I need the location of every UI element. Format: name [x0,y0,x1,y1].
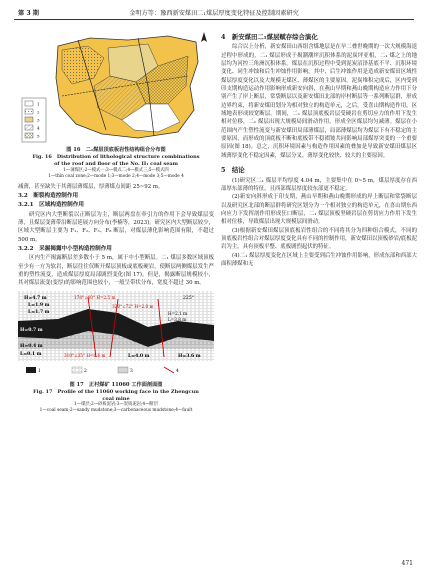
paragraph: 减薄，甚至缺失于其薄层薄煤层，厚薄煤点间距 25~92 m。 [18,183,164,190]
left-column [18,26,214,414]
running-title: 金明方等：豫西新安煤田二₁煤层厚度变化特征及控制因素研究 [129,10,299,17]
issue-number: 第 3 期 [18,10,39,17]
page-number: 471 [401,560,413,567]
annotation: H=3.6 m [178,353,201,359]
conclusion-item: (4)二₁ 煤层厚度变化在区域上主要受到后生冲蚀作用影响，形成东部和西部大面积薄煤和无 [221,252,417,267]
figure-17-key-cn: 1—煤层;2—砂质泥岩;3—炭质泥岩;4—断层 [73,402,159,408]
paragraph: 综合以上分析，新安煤田山西组含煤地层是在早二叠世晚期的一次大规模海退过程中形成的，二₁ 煤层形成于揭潮潮坪沉积体系的泥炭坪亚相，二₁ 煤之上的地层均为河控三角洲沉积体系。煤层在沉积过程中受到泥炭沼泽基底不平、沉积环境变化、同生冲蚀和后生冲蚀作用影响，其中，后生冲蚀作用是造成新安煤田区域性煤层厚度变化以及大规模无煤区、薄煤区的主要原因。泥炭堆积完成后，区内受到印支期构造运动作用影响形成新安向斜，在燕山早期和燕山晚期构造应力作用下分别产生了岸上断层，常袋断层以及新安煤田北部的岸村断层等一系列断层群，形成边界约束，将新安煤田划分为相对独立的构造单元，之后，受喜山期构造作用，区域地表形成较宽断层。期间，二₁ 煤层顶底板岩层受硬岩在剪切应力的作用下发生相对位移，二₁ 煤层出现大规模局间滑动作用，形成全区煤层均匀减薄。煤层在小范围内产生塑性流变与新安煤田局部薄煤层，局部薄煤层均为煤层下有不稳定的主要原因，而形成的顶底板不断和底板带不稳褶皱共同影响局部煤厚突变的一个重要原因(图 18)。总之，沉积环境因素与构造作用因素的叠加是导致新安煤田煤层区域薄厚变化不稳定因素，煤层分叉、薄厚变化较快、较大的主要原因。 [221,44,417,159]
legend-label-4: 4 [37,125,40,131]
page-header [14,6,414,20]
annotation: H=4.7 m [24,295,47,301]
legend-label-3: 3 [37,117,40,123]
figure-16-caption-en-1: Fig. 16 Distribution of lithological structure combinations [32,154,200,161]
subsection-heading: 3.2.2 采掘揭露中小型构造控制作用 [18,245,112,252]
annotation: L=0.1 m [20,351,42,357]
figure-16-map [18,26,214,144]
figure-16-key-cn: 1—薄煤区;2—模式一;3—模式二;4—模式三;5—模式四 [63,167,169,173]
figure-16-key-en: 1—thin coal zone;2—mode 1;3—mode 2;4—mode 3;5—mode 4 [48,173,184,179]
annotation: 178°∠60° H=2.5 m [74,294,116,300]
section-heading: 5 结论 [221,166,245,175]
figure-17-key-en: 1—coal seam;2—sandy mudstone;3—carbonaceous mudstone;4—fault [39,408,193,414]
annotation: L=1.9 m [28,302,50,308]
paragraph: 区内生产揭露断层差多数小于 5 m，属于中小型断层。二₁ 煤层多数区域顶板至少有一方为软岩，断层往往仅断开煤层顶板或底板硬岩，使断层两侧煤层发生严重的塑性流变，造成煤层厚度局部剧烈变化(图 17)。但是，揭露断层规模较小，其对煤层流变(变厚)的影响范围也较小，一般呈带状分布，宽度不超过 30 m。 [18,255,214,287]
figure-17-legend [26,367,179,374]
header-rule [14,19,414,20]
legend-label-2: 2 [84,368,87,374]
annotation: H=0.7 m [20,327,43,333]
conclusion-item: (2)新安向斜形成于印支期，燕山早期和燕山晚期形成的岸上断层和常袋断层以及研究区北部的断层群将研究区划分为一个相对独立的构造单元，在喜山期东西向应力下发挥剖作用形成狂口断层，二₁ 煤层顶板坚硬岩层在剪切应力作用下发生相对位移，导致煤层出现大规模层间滑动。 [221,194,417,226]
annotation: 310°∠35° H=0.6 m [64,352,106,358]
conclusion-item: (1)研究区二₁ 煤层平均厚度 4.04 m，主要集中在 0~5 m，煤层厚度存在西部厚东部薄的特征，且西部煤层厚度较东部更不稳定。 [221,177,417,192]
legend-label-4: 4 [176,368,179,374]
figure-16-caption-en-2: of the roof and floor of the No. II₁ coal seam [54,160,178,167]
section-heading: 3.2 断裂构造控制作用 [18,192,79,199]
annotation: H=0.4 m [20,343,43,349]
annotation: 225° [183,295,195,301]
annotation: L=3.8 m [168,316,187,322]
figure-16-legend [22,98,46,142]
legend-label-3: 3 [130,368,133,374]
figure-17-profile [18,291,214,379]
figure-17-caption-cn: 图 17 正村煤矿 11060 工作面剖面图 [69,382,163,388]
subsection-heading: 3.2.1 区域构造控制作用 [18,202,84,209]
legend-label-2: 2 [37,109,40,115]
annotation: L=4.0 m [128,353,150,359]
figure-17-caption-en-2: coal mine [102,395,130,402]
legend-label-5: 5 [37,133,40,139]
figure-16-caption-cn: 图 16 二₁煤层顶底板岩性结构组合分布图 [66,147,166,154]
legend-label-1: 1 [37,101,40,107]
annotation: L=1.7 m [28,309,50,315]
annotation: 320°∠72° H=2.0 m [112,303,154,309]
section-heading: 4 新安煤田二₁煤层赋存综合演化 [221,33,318,41]
conclusion-item: (3)根据新安煤田煤层顶底板岩性组合的不同将其分为四种组合模式，不同的顶底板岩性组合对煤层厚度变化具有不同的控制作用，新安煤田以顶板砂岩/底板泥岩为主，具有顶板平整、底板剧烈起伏的特征。 [221,227,417,251]
right-column [221,30,417,268]
north-arrow-icon [201,32,207,42]
annotation: H=2.1 m [168,310,188,316]
figure-17-caption-en-1: Fig. 17 Profile of the 11060 working face in the Zhengcun [33,389,199,395]
paragraph: 研究区内大型断裂以正断层为主，断层两盘在牵引力的作用下会导致煤层变薄，且煤层变薄带沿断层延展方向分布(李楠等，2023)。研究区内大型断层较少，区域大型断层主要为 F₁、F₂、F₃、F₈ 断层，对煤层薄化影响范围有限，不超过 500 m。 [18,211,214,243]
legend-label-1: 1 [38,368,41,374]
